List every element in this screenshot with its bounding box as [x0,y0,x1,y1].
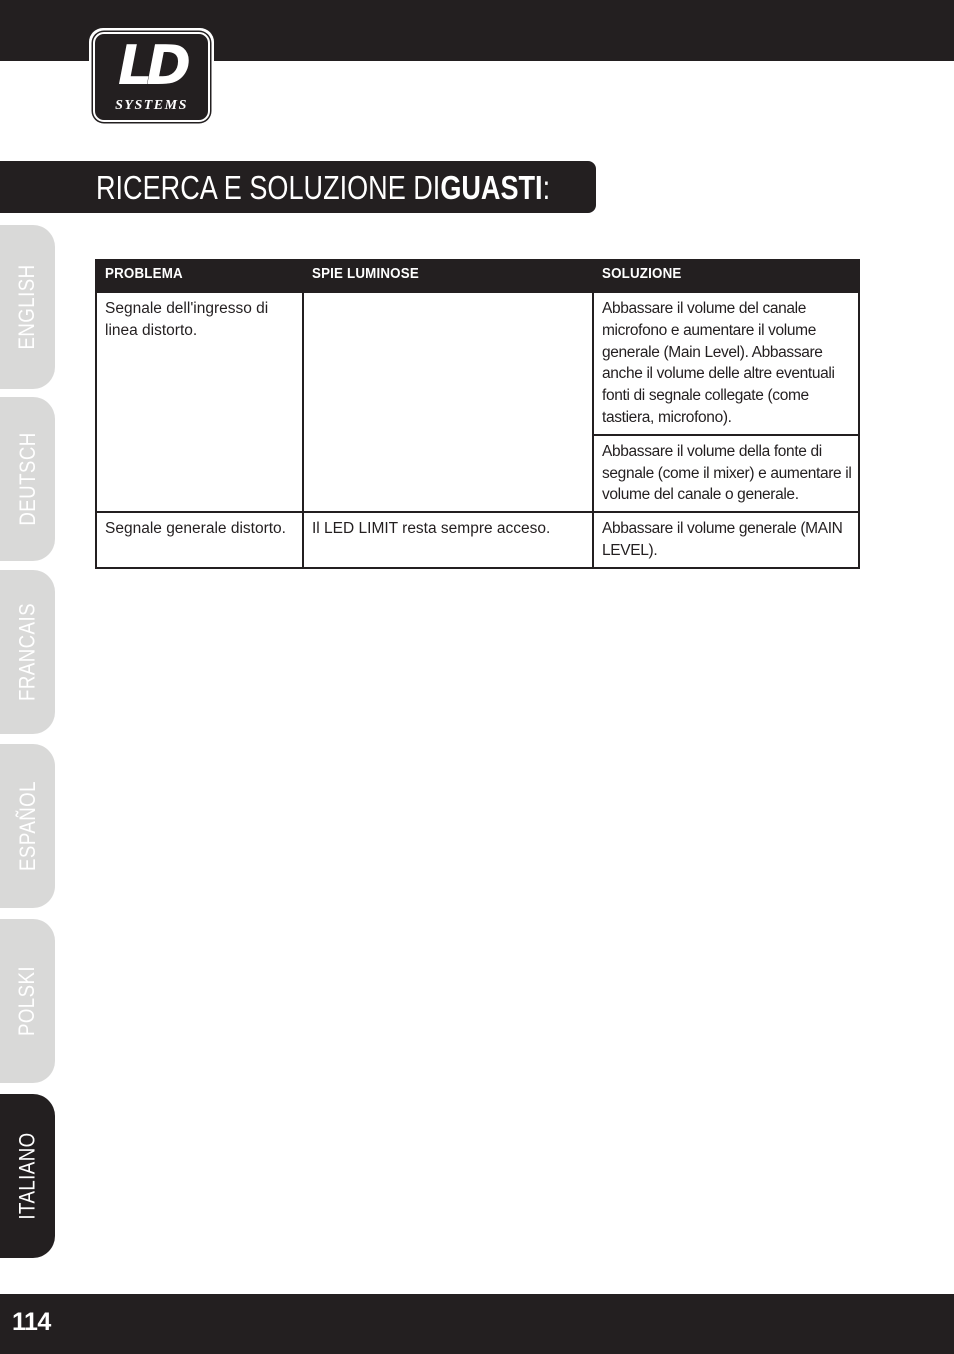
cell-leds [303,292,593,512]
tab-label-francais: FRANCAIS [14,603,40,701]
cell-leds: Il LED LIMIT resta sempre acceso. [303,512,593,568]
tab-english[interactable] [0,225,55,389]
title-bold: GUASTI [440,169,543,206]
tab-label-english: ENGLISH [14,264,40,350]
logo-main-text: LD [117,34,186,97]
title-regular: RICERCA E SOLUZIONE DI [96,169,441,206]
table-row [96,292,859,435]
tab-label-espanol: ESPAÑOL [14,781,40,871]
cell-problem: Segnale dell'ingresso di linea distorto. [96,292,303,512]
tab-polski[interactable] [0,919,55,1083]
logo-badge [93,32,210,122]
cell-problem: Segnale generale distorto. [96,512,303,568]
cell-solution: Abbassare il volume generale (MAIN LEVEL). [593,512,859,568]
page-number: 114 [12,1308,51,1336]
ld-systems-logo [89,28,214,126]
tab-deutsch[interactable] [0,397,55,561]
cell-solution: Abbassare il volume del canale microfono e aumentare il volume generale (Main Level). Abbassare anche il volume delle altre eventuali fonti di segnale collegate (come tastiera, microfono). [593,292,859,435]
tab-francais[interactable] [0,570,55,734]
table-row [96,512,859,568]
header-solution: SOLUZIONE [593,260,859,292]
bottom-bar [0,1294,954,1354]
troubleshooting-table [95,259,860,569]
page-title [96,167,550,209]
section-title-banner [0,161,596,213]
header-problem: PROBLEMA [96,260,303,292]
tab-italiano[interactable] [0,1094,55,1258]
header-leds: SPIE LUMINOSE [303,260,593,292]
title-suffix: : [542,169,551,206]
tab-label-polski: POLSKI [14,965,40,1037]
logo-sub-text: SYSTEMS [115,98,188,113]
table-header-row [96,260,859,292]
tab-espanol[interactable] [0,744,55,908]
tab-label-deutsch: DEUTSCH [14,432,40,526]
tab-label-italiano: ITALIANO [14,1132,40,1220]
cell-solution: Abbassare il volume della fonte di segnale (come il mixer) e aumentare il volume del canale o generale. [593,435,859,512]
